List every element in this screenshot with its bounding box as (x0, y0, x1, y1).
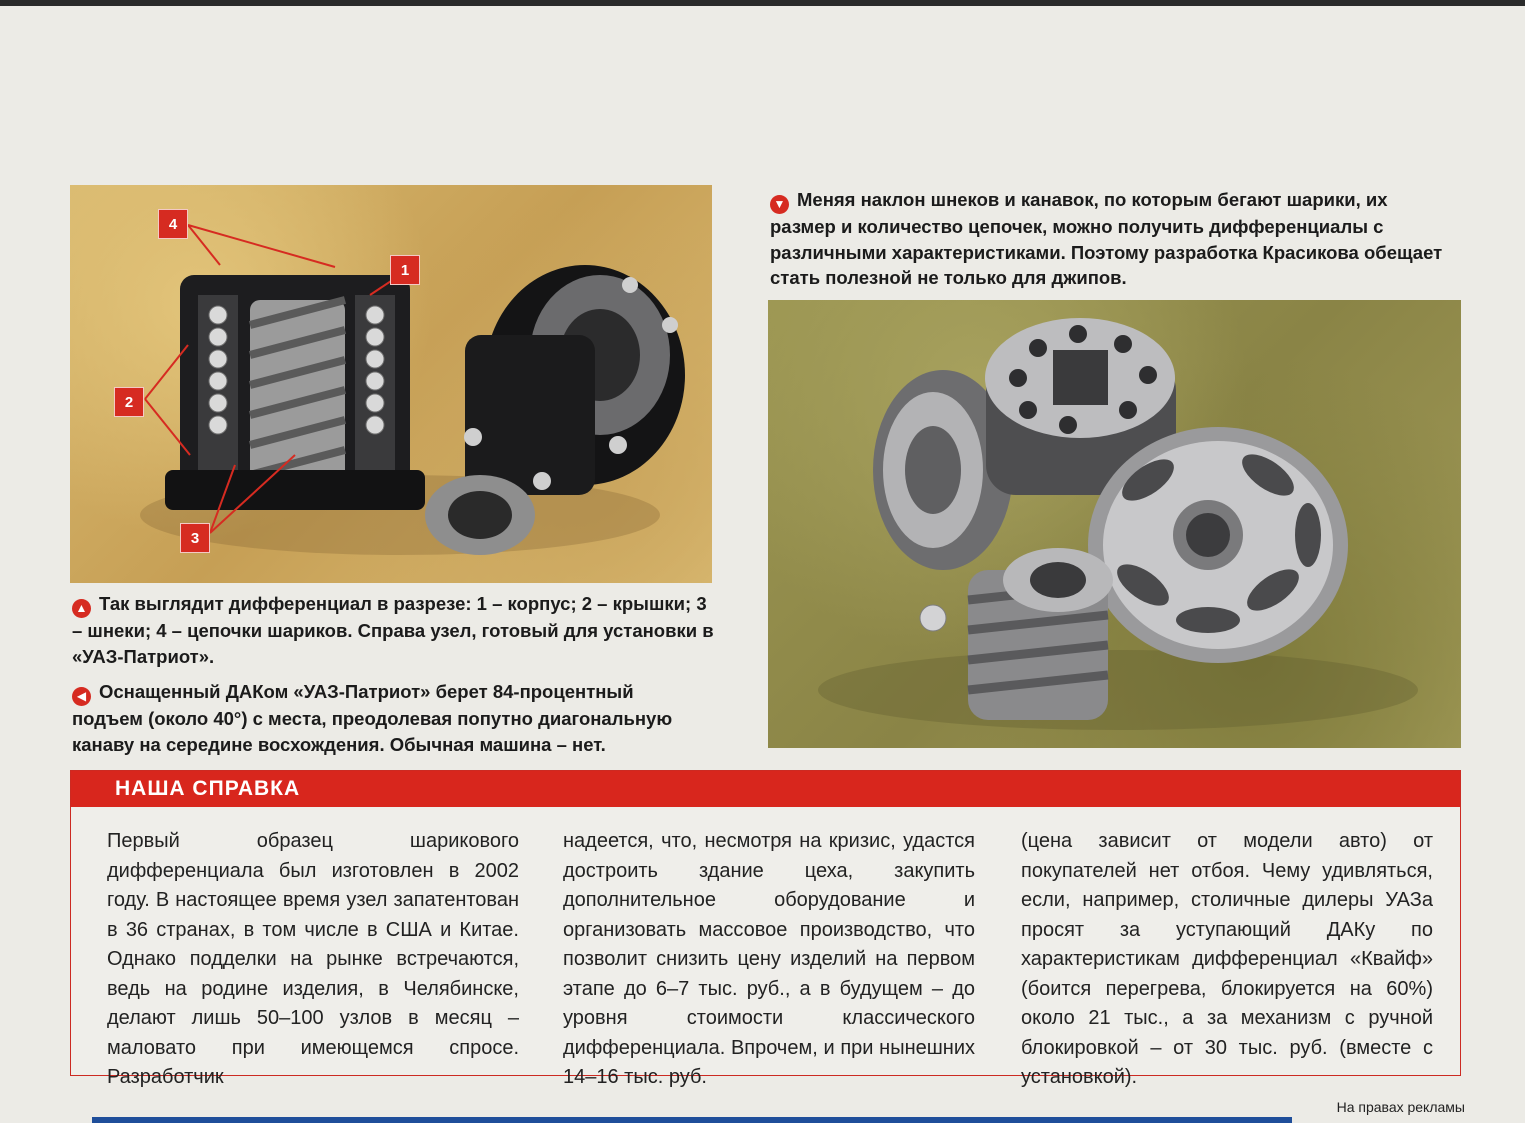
info-column-1: Первый образец шарикового дифференциала был изготовлен в 2002 году. В настоящее время узел запатентован в 36 странах, в том числе в США и Китае. Однако подделки на рынке встречаются, ведь на родине изделия, в Челябинске, делают лишь 50–100 узлов в месяц – маловато при имеющемся спросе. Разработчик (107, 830, 519, 1088)
parts-illustration (768, 300, 1461, 748)
chevron-up-icon: ▲ (72, 599, 91, 618)
differential-illustration (70, 185, 712, 583)
marker-1: 1 (390, 255, 420, 285)
part-flange-disc (1088, 427, 1348, 663)
cutaway-unit (165, 275, 425, 510)
caption-right-text: Меняя наклон шнеков и канавок, по которым бегают шарики, их размер и количество цепочек, можно получить дифференциалы с различными характеристиками. Поэтому разработка Красикова обещает стать полезной не только для джипов. (770, 189, 1443, 289)
differential-cutaway-photo (70, 185, 712, 583)
caption-left-1 (72, 591, 722, 669)
info-box (70, 770, 1461, 1088)
marker-4: 4 (158, 209, 188, 239)
caption-right (770, 187, 1450, 291)
chevron-left-icon: ◀ (72, 687, 91, 706)
marker-2: 2 (114, 387, 144, 417)
part-screw (968, 548, 1113, 720)
info-column-3: (цена зависит от модели авто) от покупателей нет отбоя. Чему удивляться, если, например, столичные дилеры УАЗа просят за уступающий ДАКу по характеристикам дифференциал «Квайф» (боится перегрева, блокируется на 60%) около 21 тыс., а за механизм с ручной блокировкой – от 30 тыс. руб. (вместе с установкой). (1021, 830, 1433, 1088)
advertising-note: На правах рекламы (1336, 1099, 1465, 1115)
caption-left-1-text: Так выглядит дифференциал в разрезе: 1 – корпус; 2 – крышки; 3 – шнеки; 4 – цепочки шариков. Справа узел, готовый для установки в «УАЗ-Патриот». (72, 593, 714, 667)
top-rule (0, 0, 1525, 6)
caption-left-2 (72, 679, 702, 757)
caption-left-2-text: Оснащенный ДАКом «УАЗ-Патриот» берет 84-процентный подъем (около 40°) с места, преодолевая попутно диагональную канаву на середине восхождения. Обычная машина – нет. (72, 681, 673, 755)
marker-3: 3 (180, 523, 210, 553)
info-box-header (71, 771, 1460, 807)
chevron-down-icon: ▼ (770, 195, 789, 214)
differential-parts-photo (768, 300, 1461, 748)
footer-bar (92, 1117, 1292, 1123)
info-box-title: НАША СПРАВКА (115, 777, 301, 800)
info-column-2: надеется, что, несмотря на кризис, удастся достроить здание цеха, закупить дополнительное оборудование и организовать массовое производство, что позволит снизить цену изделий на первом этапе до 6–7 тыс. руб., а в будущем – до уровня стоимости классического дифференциала. Впрочем, и при нынешних 14–16 тыс. руб. (563, 830, 975, 1088)
